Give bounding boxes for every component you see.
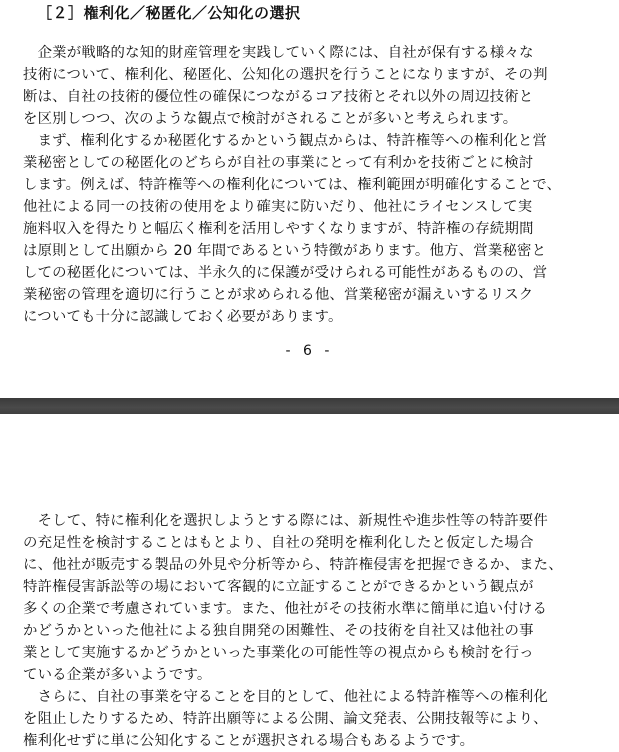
text-line: まず、権利化するか秘匿化するかという観点からは、特許権等への権利化と営 — [23, 133, 548, 149]
page-separator — [0, 398, 619, 414]
body-text-page-7 — [23, 510, 598, 752]
text-line: そして、特に権利化を選択しようとする際には、新規性や進歩性等の特許要件 — [23, 513, 548, 529]
text-line: します。例えば、特許権等への権利化については、権利範囲が明確化することで、 — [23, 177, 562, 193]
text-line: さらに、自社の事業を守ることを目的として、他社による特許権等への権利化 — [23, 689, 548, 705]
text-line: 業として実施するかどうかといった事業化の可能性等の視点からも検討を行っ — [23, 645, 534, 661]
text-line: 断は、自社の技術的優位性の確保につながるコア技術とそれ以外の周辺技術と — [23, 89, 534, 105]
text-line: は原則として出願から 20 年間であるという特徴があります。他方、営業秘密と — [23, 243, 547, 259]
text-line: 権利化せずに単に公知化することが選択される場合もあるようです。 — [23, 733, 475, 749]
text-line: 多くの企業で考慮されています。また、他社がその技術水準に簡単に追い付ける — [23, 601, 548, 617]
text-line: を区別しつつ、次のような観点で検討がされることが多いと考えられます。 — [23, 111, 518, 127]
text-line: 技術について、権利化、秘匿化、公知化の選択を行うことになりますが、その判 — [23, 67, 548, 83]
text-line: 企業が戦略的な知的財産管理を実践していく際には、自社が保有する様々な — [23, 45, 534, 61]
text-line: についても十分に認識しておく必要があります。 — [23, 309, 343, 325]
text-line: に、他社が販売する製品の外見や分析等から、特許権侵害を把握できるか、また、 — [23, 557, 563, 573]
section-heading: ［２］権利化／秘匿化／公知化の選択 — [37, 4, 301, 22]
text-line: かどうかといった他社による独自開発の困難性、その技術を自社又は他社の事 — [23, 623, 534, 639]
text-line: しての秘匿化については、半永久的に保護が受けられる可能性があるものの、営 — [23, 265, 548, 281]
text-line: の充足性を検討することはもとより、自社の発明を権利化したと仮定した場合 — [23, 535, 534, 551]
text-line: ている企業が多いようです。 — [23, 667, 212, 683]
text-line: を阻止したりするため、特許出願等による公開、論文発表、公開技報等により、 — [23, 711, 548, 727]
body-text-page-6 — [23, 42, 598, 328]
page-number: - 6 - — [285, 343, 334, 359]
text-line: 特許権侵害訴訟等の場において客観的に立証することができるかという観点が — [23, 579, 534, 595]
document-page-7 — [0, 414, 619, 749]
text-line: 業秘密としての秘匿化のどちらが自社の事業にとって有利かを技術ごとに検討 — [23, 155, 534, 171]
text-line: 業秘密の管理を適切に行うことが求められる他、営業秘密が漏えいするリスク — [23, 287, 534, 303]
text-line: 他社による同一の技術の使用をより確実に防いだり、他社にライセンスして実 — [23, 199, 533, 215]
text-line: 施料収入を得たりと幅広く権利を活用しやすくなりますが、特許権の存続期間 — [23, 221, 534, 237]
